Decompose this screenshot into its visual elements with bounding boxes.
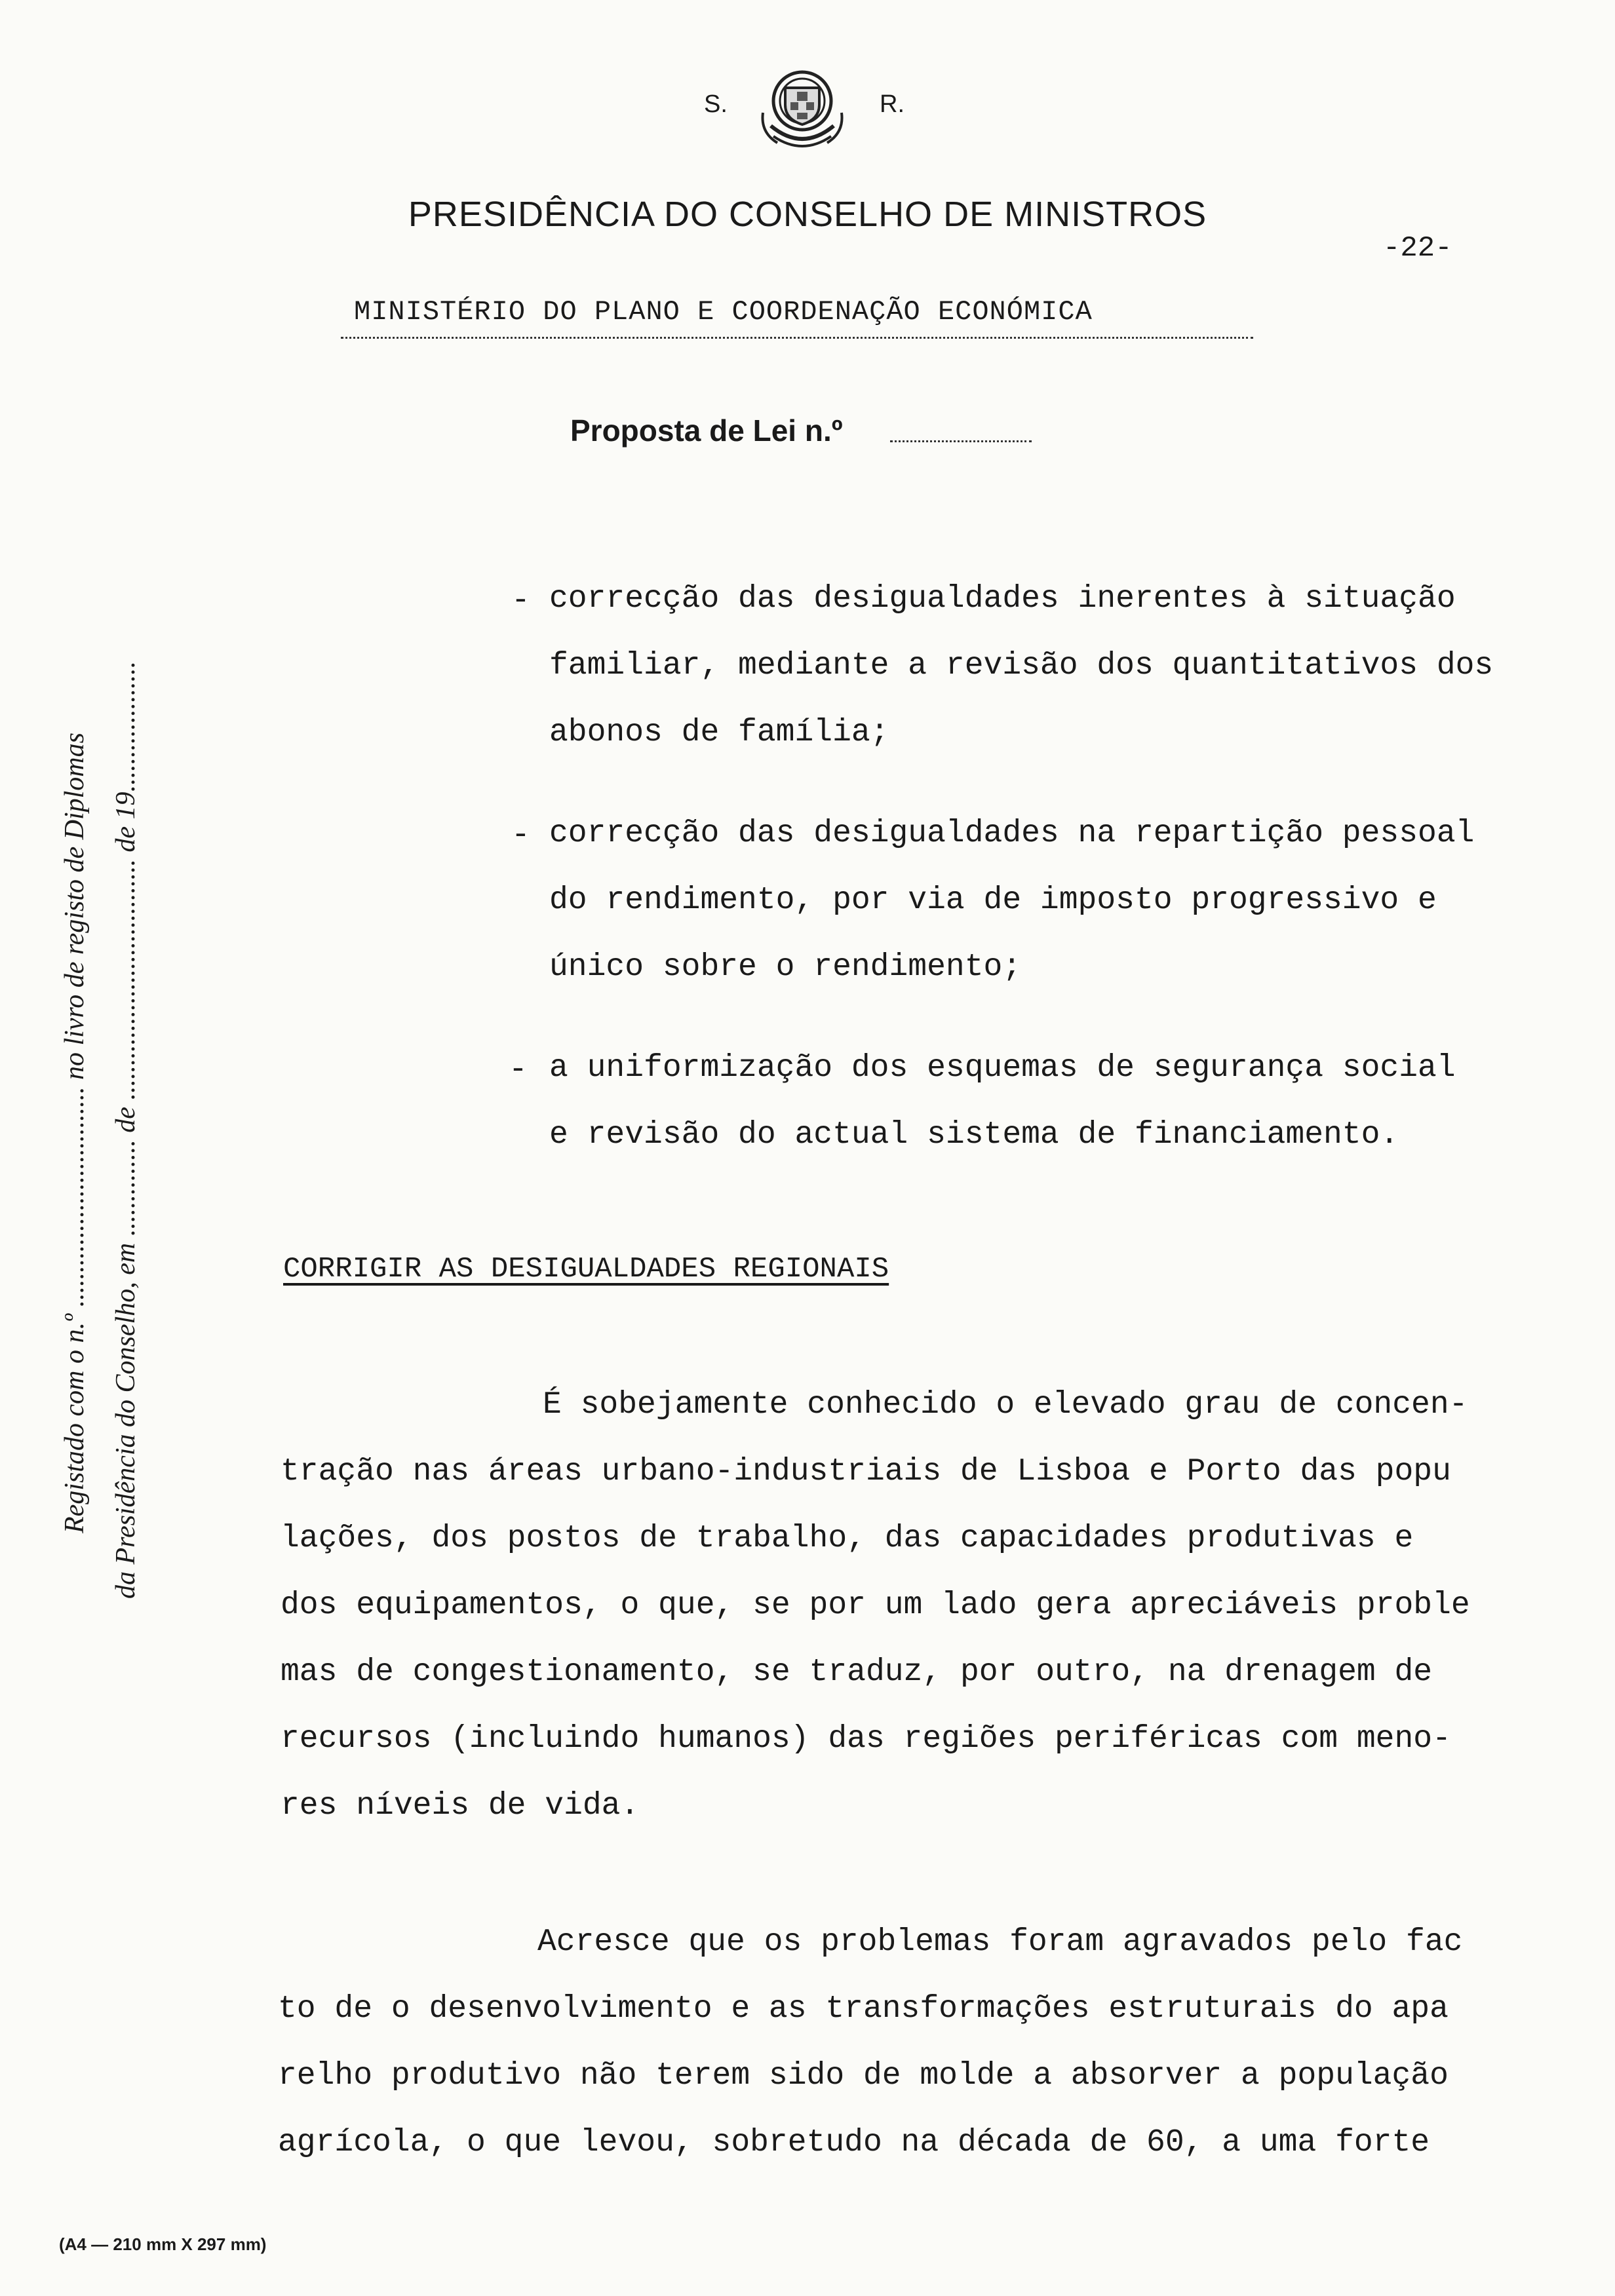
bullet-2-line-3: único sobre o rendimento; — [549, 949, 1022, 985]
paragraph-2-line-3: relho produtivo não terem sido de molde a absorver a população — [278, 2058, 1449, 2094]
bullet-1-line-1: correcção das desigualdades inerentes à situação — [549, 581, 1456, 617]
paragraph-1-line-1: É sobejamente conhecido o elevado grau de concen- — [543, 1387, 1468, 1423]
bullet-2-line-1: correcção das desigualdades na repartição pessoal — [549, 816, 1475, 851]
paragraph-2-line-1: Acresce que os problemas foram agravados pelo fac — [537, 1924, 1463, 1960]
coat-of-arms-seal — [745, 54, 860, 169]
institution-title: PRESIDÊNCIA DO CONSELHO DE MINISTROS — [408, 195, 1207, 234]
proposal-label: Proposta de Lei n.º — [570, 413, 843, 448]
bullet-1-line-3: abonos de família; — [549, 715, 889, 750]
paragraph-1-line-5: mas de congestionamento, se traduz, por outro, na drenagem de — [281, 1655, 1433, 1690]
page-number: -22- — [1383, 232, 1452, 265]
seal-letter-s: S. — [704, 90, 728, 118]
bullet-dash: - — [511, 818, 530, 853]
bullet-3-line-1: a uniformização dos esquemas de segurança social — [549, 1050, 1456, 1086]
bullet-1-line-2: familiar, mediante a revisão dos quantitativos dos — [549, 648, 1494, 683]
proposal-number-blank — [890, 440, 1032, 442]
margin-registration-note: Registado com o n.º ................................ no livro de registo de Diplomas — [60, 733, 90, 1533]
paragraph-2-line-2: to de o desenvolvimento e as transformações estruturais do apa — [278, 1991, 1449, 2027]
bullet-dash: - — [509, 1052, 528, 1088]
paragraph-1-line-7: res níveis de vida. — [281, 1788, 640, 1824]
paragraph-1-line-2: tração nas áreas urbano-industriais de Lisboa e Porto das popu — [281, 1454, 1451, 1489]
bullet-2-line-2: do rendimento, por via de imposto progressivo e — [549, 883, 1437, 918]
paragraph-1-line-4: dos equipamentos, o que, se por um lado gera apreciáveis proble — [281, 1588, 1470, 1623]
paper-format-footer: (A4 — 210 mm X 297 mm) — [59, 2234, 267, 2254]
bullet-3-line-2: e revisão do actual sistema de financiamento. — [549, 1117, 1399, 1153]
margin-registration-date-note: da Presidência do Conselho, em .............. de ................................... de 19................... — [111, 661, 141, 1599]
section-heading: CORRIGIR AS DESIGUALDADES REGIONAIS — [283, 1253, 889, 1286]
seal-letter-r: R. — [880, 90, 905, 118]
ministry-dotted-rule — [341, 337, 1253, 339]
paragraph-2-line-4: agrícola, o que levou, sobretudo na década de 60, a uma forte — [278, 2125, 1430, 2160]
ministry-title: MINISTÉRIO DO PLANO E COORDENAÇÃO ECONÓMICA — [354, 296, 1093, 328]
paragraph-1-line-3: lações, dos postos de trabalho, das capacidades produtivas e — [281, 1521, 1414, 1556]
paragraph-1-line-6: recursos (incluindo humanos) das regiões periféricas com meno- — [281, 1721, 1451, 1757]
bullet-dash: - — [511, 583, 530, 619]
